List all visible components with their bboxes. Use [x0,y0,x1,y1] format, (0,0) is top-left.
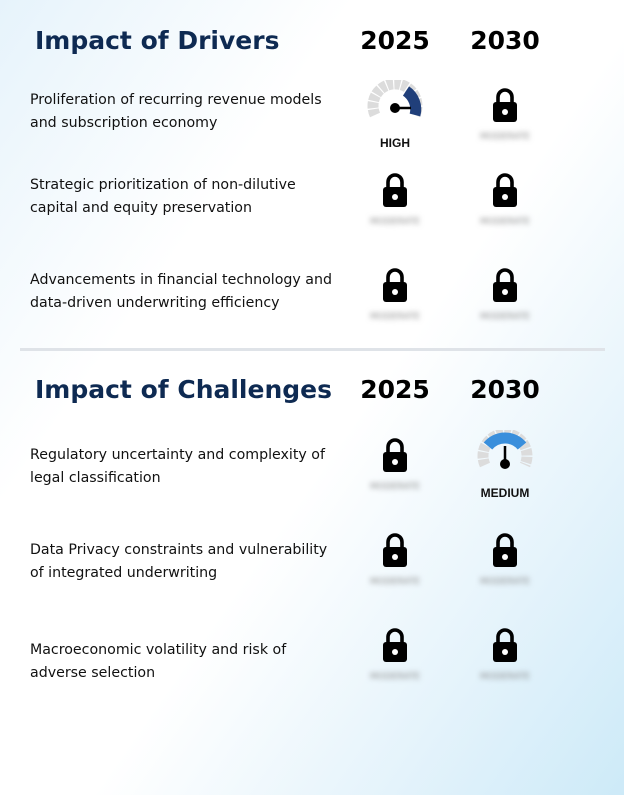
lock-icon [382,438,408,472]
challenge-row-label: Regulatory uncertainty and complexity of legal classification [30,447,325,486]
challenge-row-label: Data Privacy constraints and vulnerability of integrated underwriting [30,542,328,581]
challenges-year-2030: 2030 [470,375,540,404]
challenge-3-2025-locked[interactable] [340,628,450,688]
locked-value: MODERATE [480,672,530,682]
challenge-2-2025-locked[interactable] [340,533,450,593]
challenges-year-2025: 2025 [360,375,430,404]
driver-row-label: Strategic prioritization of non-dilutive capital and equity preservation [30,177,296,216]
lock-icon [382,533,408,567]
drivers-title: Impact of Drivers [35,26,280,55]
gauge-label-medium: MEDIUM [480,486,530,500]
gauge-medium-icon [476,430,534,474]
lock-icon [492,268,518,302]
lock-icon [492,88,518,122]
lock-icon [492,173,518,207]
lock-icon [492,628,518,662]
locked-value: MODERATE [480,312,530,322]
locked-value: MODERATE [480,577,530,587]
locked-value: MODERATE [370,217,420,227]
locked-value: MODERATE [370,577,420,587]
challenge-1-2025-locked[interactable] [340,438,450,498]
gauge-high-icon [366,80,424,124]
driver-2-2030-locked[interactable] [450,173,560,233]
challenge-2-2030-locked[interactable] [450,533,560,593]
driver-row-label: Proliferation of recurring revenue models and subscription economy [30,92,322,131]
challenge-row-label: Macroeconomic volatility and risk of adverse selection [30,642,287,681]
challenge-3-2030-locked[interactable] [450,628,560,688]
driver-3-2025-locked[interactable] [340,268,450,328]
driver-3-2030-locked[interactable] [450,268,560,328]
driver-row-label: Advancements in financial technology and data-driven underwriting efficiency [30,272,333,311]
challenges-title: Impact of Challenges [35,375,332,404]
lock-icon [382,173,408,207]
locked-value: MODERATE [370,312,420,322]
locked-value: MODERATE [480,217,530,227]
locked-value: MODERATE [370,482,420,492]
challenge-1-2030-gauge [450,430,560,500]
driver-1-2030-locked[interactable] [450,88,560,148]
lock-icon [382,268,408,302]
gauge-label-high: HIGH [380,136,410,150]
driver-1-2025-gauge [340,80,450,150]
drivers-year-2025: 2025 [360,26,430,55]
locked-value: MODERATE [370,672,420,682]
lock-icon [492,533,518,567]
locked-value: MODERATE [480,132,530,142]
lock-icon [382,628,408,662]
section-divider [20,348,605,351]
drivers-year-2030: 2030 [470,26,540,55]
driver-2-2025-locked[interactable] [340,173,450,233]
